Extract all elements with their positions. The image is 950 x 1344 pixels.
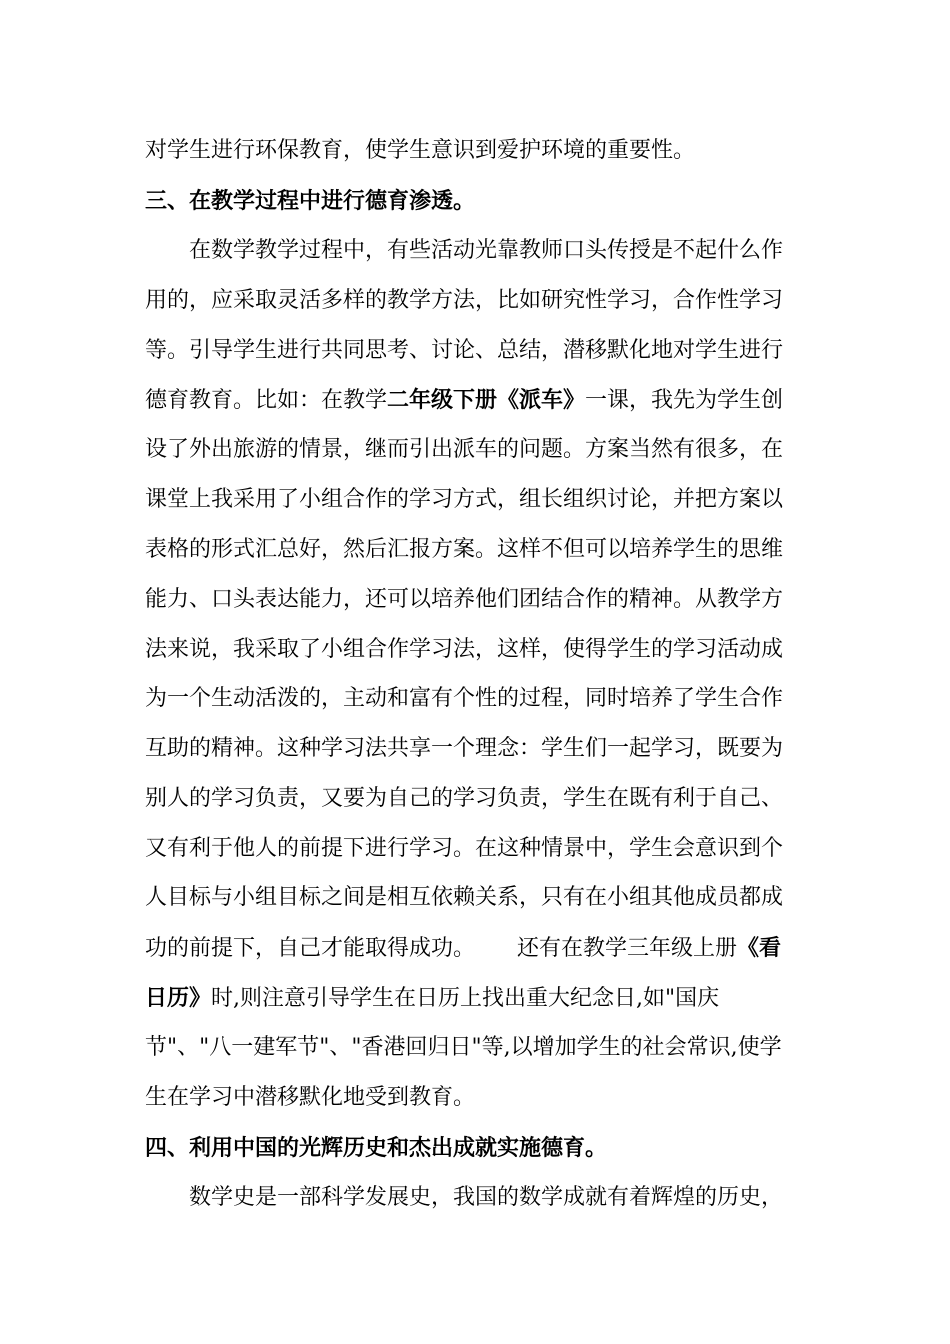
paragraph-line: 在数学教学过程中，有些活动光靠教师口头传授是不起什么作	[189, 238, 784, 263]
paragraph-line: 生在学习中潜移默化地受到教育。	[145, 1085, 476, 1110]
text-run: 时,则注意引导学生在日历上找出重大纪念日,如"国庆	[211, 986, 720, 1011]
paragraph-line	[145, 933, 781, 964]
section-heading-4: 四、利用中国的光辉历史和杰出成就实施德育。	[145, 1135, 608, 1161]
paragraph-line: 别人的学习负责，又要为自己的学习负责，学生在既有利于自己、	[145, 786, 784, 811]
text-run: 德育教育。比如：在教学	[145, 388, 388, 413]
paragraph-line: 节"、"八一建军节"、"香港回归日"等,以增加学生的社会常识,使学	[145, 1035, 782, 1060]
paragraph-line: 互助的精神。这种学习法共享一个理念：学生们一起学习，既要为	[145, 736, 784, 761]
paragraph-line: 等。引导学生进行共同思考、讨论、总结，潜移默化地对学生进行	[145, 338, 784, 363]
paragraph-line: 对学生进行环保教育，使学生意识到爱护环境的重要性。	[145, 138, 696, 163]
paragraph-line	[145, 385, 783, 416]
paragraph-line: 能力、口头表达能力，还可以培养他们团结合作的精神。从教学方	[145, 587, 784, 612]
lesson-title: 二年级下册《派车》	[387, 387, 586, 413]
text-run: 功的前提下，自己才能取得成功。 还有在教学三年级上册	[145, 936, 737, 961]
text-run: 一课，我先为学生创	[585, 388, 784, 413]
paragraph-line	[145, 983, 719, 1014]
paragraph-line: 设了外出旅游的情景，继而引出派车的问题。方案当然有很多，在	[145, 437, 784, 462]
paragraph-line: 法来说，我采取了小组合作学习法，这样，使得学生的学习活动成	[145, 637, 784, 662]
paragraph-line: 课堂上我采用了小组合作的学习方式，组长组织讨论，并把方案以	[145, 487, 784, 512]
paragraph-line: 用的，应采取灵活多样的教学方法，比如研究性学习，合作性学习	[145, 288, 784, 313]
paragraph-line: 又有利于他人的前提下进行学习。在这种情景中，学生会意识到个	[145, 836, 784, 861]
lesson-title: 《看	[736, 935, 781, 961]
paragraph-line: 人目标与小组目标之间是相互依赖关系，只有在小组其他成员都成	[145, 885, 784, 910]
paragraph-line: 数学史是一部科学发展史，我国的数学成就有着辉煌的历史，	[189, 1185, 784, 1210]
paragraph-line: 为一个生动活泼的，主动和富有个性的过程，同时培养了学生合作	[145, 686, 784, 711]
section-heading-3: 三、在教学过程中进行德育渗透。	[145, 188, 476, 214]
lesson-title: 日历》	[145, 985, 212, 1011]
paragraph-line: 表格的形式汇总好，然后汇报方案。这样不但可以培养学生的思维	[145, 537, 784, 562]
